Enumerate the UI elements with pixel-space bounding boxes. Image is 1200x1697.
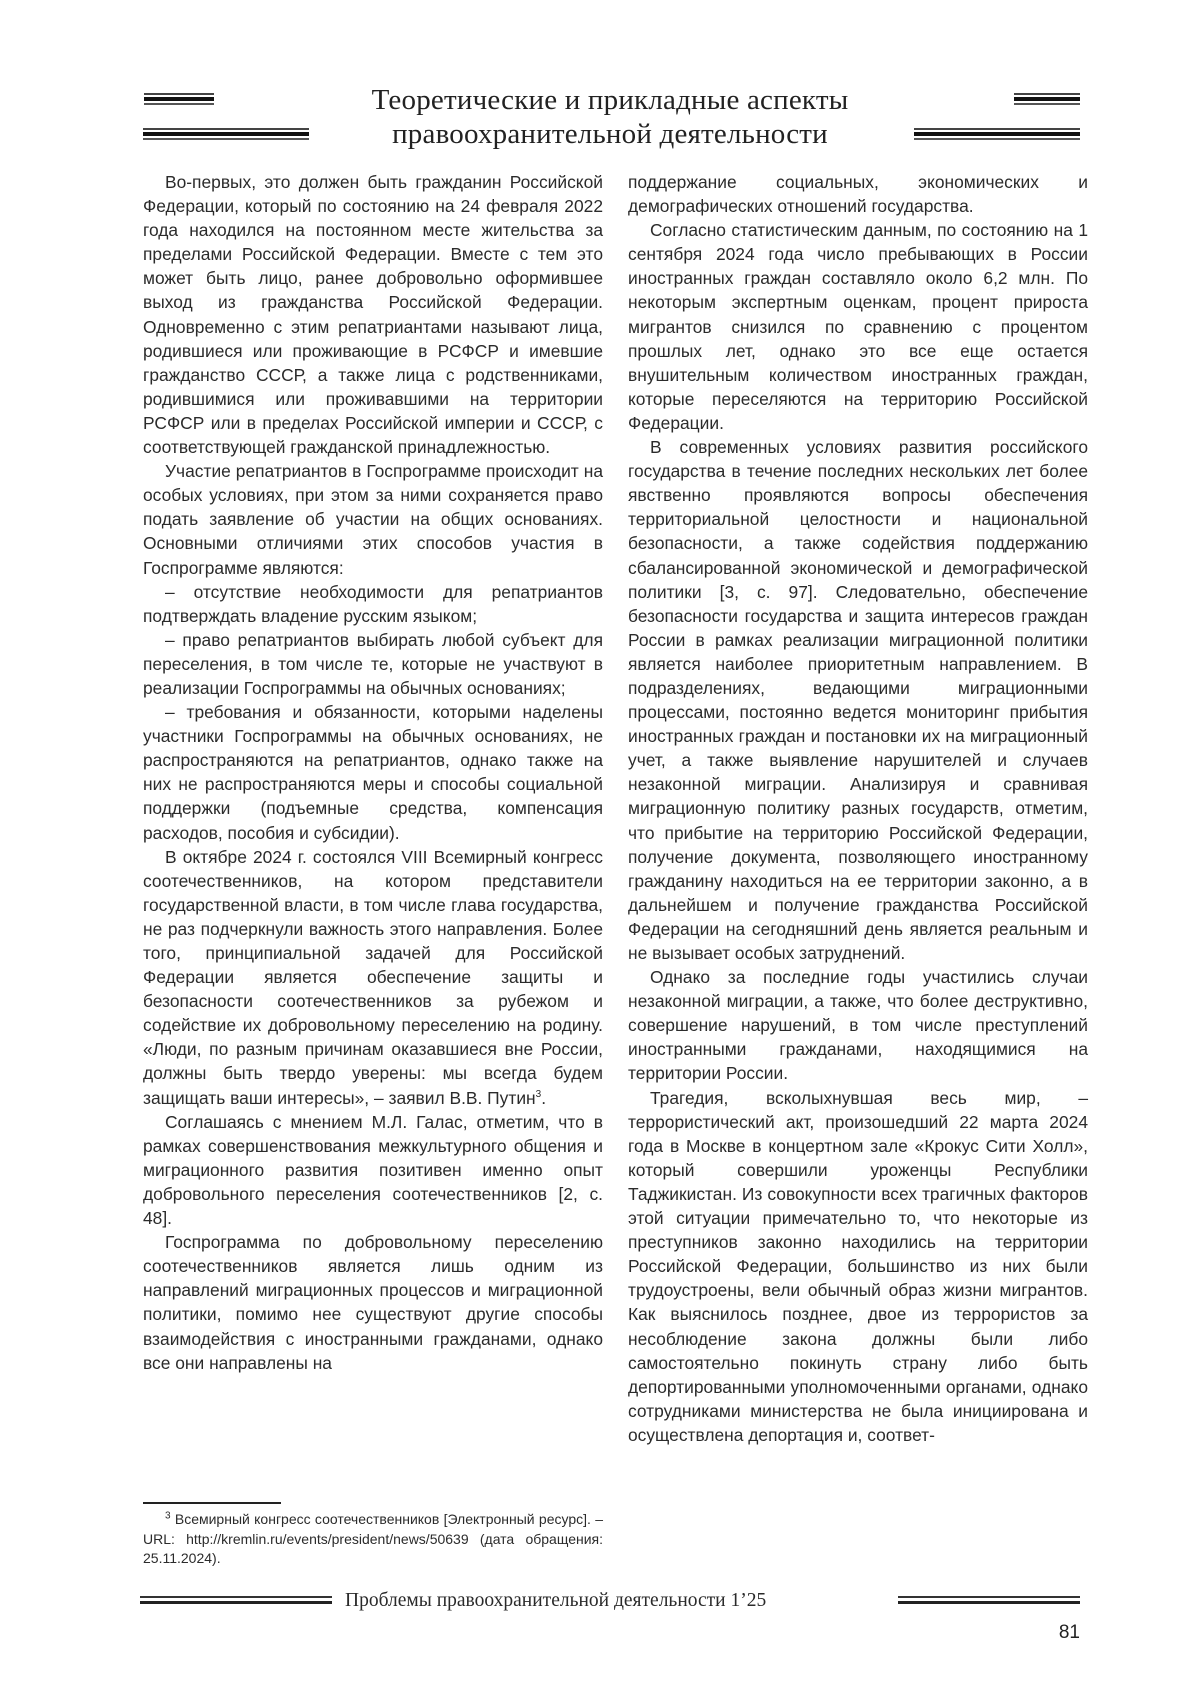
section-title-line-2: правоохранительной деятельности xyxy=(392,118,828,150)
paragraph: Участие репатриантов в Госпрограмме происходит на особых условиях, при этом за ними сохраняется право подать заявление об участии на общих основаниях. Основными отличиями этих способов участия в Госпрограмме являются: xyxy=(143,461,603,578)
list-item: – требования и обязанности, которыми наделены участники Госпрограммы на обычных основаниях, не распространяются на репатриантов, однако также на них не распространяются меры и способы социальной поддержки (подъемные средства, компенсация расходов, пособия и субсидии). xyxy=(143,702,603,843)
footnote-number: 3 xyxy=(165,1510,171,1522)
journal-title: Проблемы правоохранительной деятельности 1’25 xyxy=(345,1590,767,1611)
decorative-rule xyxy=(140,1596,332,1606)
paragraph-end: . xyxy=(541,1087,547,1108)
paragraph xyxy=(143,845,603,1110)
page-number: 81 xyxy=(1058,1622,1080,1643)
paragraph: Трагедия, всколыхнувшая весь мир, – террористический акт, произошедший 22 марта 2024 года в Москве в концертном зале «Крокус Сити Холл», который совершили уроженцы Республики Таджикистан. Из совокупности всех трагичных факторов этой ситуации примечательно то, что некоторые из преступников законно находились на территории Российской Федерации, большинство из них были трудоустроены, вели обычный образ жизни мигрантов. Как выяснилось позднее, двое из террористов за несоблюдение закона должны были либо самостоятельно покинуть страну либо быть депортированными уполномоченными органами, однако сотрудниками министерства не была инициирована и осуществлена депортация и, соответ- xyxy=(628,1087,1088,1445)
footnote xyxy=(143,1510,603,1569)
paragraph: Согласно статистическим данным, по состоянию на 1 сентября 2024 года число пребывающих в России иностранных граждан составляло около 6,2 млн. По некоторым экспертным оценкам, процент прироста мигрантов снизился по сравнению с процентом прошлых лет, однако это все еще остается внушительным количеством иностранных граждан, которые переселяются на территорию Российской Федерации. xyxy=(628,220,1088,433)
paragraph: Соглашаясь с мнением М.Л. Галас, отметим, что в рамках совершенствования межкультурного общения и миграционного развития позитивен именно опыт добровольного переселения соотечественников [2, с. 48]. xyxy=(143,1111,603,1229)
right-column xyxy=(628,170,1088,1447)
paragraph-text: В октябре 2024 г. состоялся VIII Всемирный конгресс соотечественников, на котором представители государственной власти, в том числе глава государства, не раз подчеркнули важность этого направления. Более того, принципиальной задачей для Российской Федерации является обеспечение защиты и безопасности соотечественников за рубежом и содействие их добровольному переселению на родину. «Люди, по разным причинам оказавшиеся вне России, должны быть твердо уверены: мы всегда будем защищать ваши интересы», – заявил В.В. Путин xyxy=(143,846,603,1108)
running-footer xyxy=(140,1588,1080,1618)
footnote-divider xyxy=(143,1502,281,1504)
decorative-rule xyxy=(898,1596,1080,1606)
paragraph: В современных условиях развития российского государства в течение последних нескольких лет более явственно проявляются вопросы обеспечения территориальной целостности и национальной безопасности, а также содействия поддержанию сбалансированной экономической и демографической политики [3, с. 97]. Следовательно, обеспечение безопасности государства и защита интересов граждан России в рамках реализации миграционной политики является наиболее приоритетным направлением. В подразделениях, ведающими миграционными процессами, постоянно ведется мониторинг прибытия иностранных граждан и постановки их на миграционный учет, а также выявление нарушителей и случаев незаконной миграции. Анализируя и сравнивая миграционную политику разных государств, отметим, что прибытие на территорию Российской Федерации, получение документа, позволяющего иностранному гражданину находиться на ее территории законно, а в дальнейшем и получение гражданства Российской Федерации на сегодняшний день является реальным и не вызывает особых затруднений. xyxy=(628,437,1088,963)
footnote-reference[interactable]: 3 xyxy=(535,1088,542,1100)
footnote-item xyxy=(143,1510,603,1569)
left-column xyxy=(143,170,603,1375)
paragraph: Во-первых, это должен быть гражданин Российской Федерации, который по состоянию на 24 февраля 2022 года находился на постоянном месте жительства за пределами Российской Федерации. Вместе с тем это может быть лицо, ранее добровольно оформившее выход из гражданства Российской Федерации. Одновременно с этим репатриантами называют лица, родившиеся или проживающие в РСФСР и имевшие гражданство СССР, а также лица с родственниками, родившимися или проживавшими на территории РСФСР или в пределах Российской империи и СССР, с соответствующей гражданской принадлежностью. xyxy=(143,172,603,458)
paragraph-continuation: поддержание социальных, экономических и демографических отношений государства. xyxy=(628,172,1088,217)
paragraph: Госпрограмма по добровольному переселению соотечественников является лишь одним из направлений миграционных процессов и миграционной политики, помимо нее существуют другие способы взаимодействия с иностранными гражданами, однако все они направлены на xyxy=(143,1232,603,1373)
footnote-text: Всемирный конгресс соотечественников [Электронный ресурс]. – URL: http://kremlin.ru/events/president/news/50639 (дата обращения: 25.11.2024). xyxy=(143,1511,603,1566)
paragraph: Однако за последние годы участились случаи незаконной миграции, а также, что более деструктивно, совершение нарушений, в том числе преступлений иностранными гражданами, находящимися на территории России. xyxy=(628,967,1088,1084)
section-title-line-1: Теоретические и прикладные аспекты xyxy=(371,84,849,116)
running-header xyxy=(140,82,1080,152)
list-item: – отсутствие необходимости для репатриантов подтверждать владение русским языком; xyxy=(143,581,603,626)
list-item: – право репатриантов выбирать любой субъект для переселения, в том числе те, которые не участвуют в реализации Госпрограммы на обычных основаниях; xyxy=(143,629,603,698)
